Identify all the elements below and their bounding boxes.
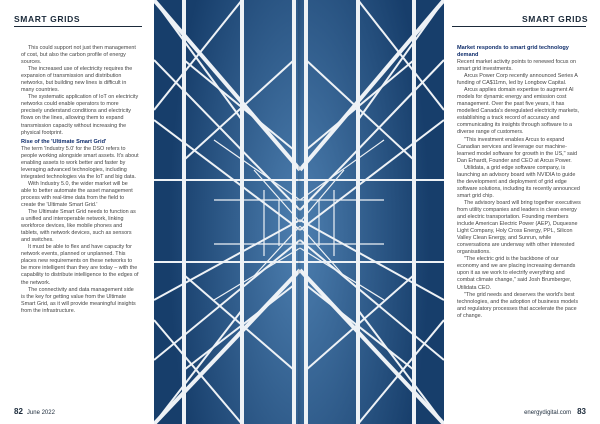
pylon-lattice-image: [154, 0, 300, 424]
pylon-lattice-image: [300, 0, 444, 424]
paragraph: It must be able to flex and have capacity for network events, planned or unplanned. This places new requirements on these networks to be more intelligent than they are today – with the capability to distribute intelligence to the edges of the network.: [21, 244, 139, 286]
header-rule: [452, 26, 586, 27]
paragraph: The connectivity and data management side is the key for getting value from the Ultimate Smart Grid, as it will provide meaningful insights from the infrastructure.: [21, 286, 136, 314]
paragraph: With Industry 5.0, the wider market will be able to better automate the asset management process with real-time data from the field to create the 'Ultimate Smart Grid.': [21, 180, 133, 208]
paragraph: Arcus applies domain expertise to augment AI models for dynamic energy and emission cost management. Over the past five years, it has modelled Canada's deregulated electricity markets, establishing a track record of accuracy and communicating its insights through software to a diverse range of customers.: [457, 87, 580, 136]
paragraph: Recent market activity points to renewed focus on smart grid investments.: [457, 59, 576, 73]
paragraph: Arcus Power Corp recently announced Series A funding of CA$11mn, led by Longbow Capital.: [457, 73, 578, 87]
paragraph: The systematic application of IoT on electricity networks could enable operators to more precisely understand conditions and electricity flows on the lines, allowing them to expand transmission capacity without increasing the physical footprint.: [21, 94, 139, 136]
page-number: 83: [577, 407, 586, 416]
pylon-photo-left: [154, 0, 300, 424]
section-title: SMART GRIDS: [522, 14, 589, 24]
subheading: Market responds to smart grid technology demand: [457, 45, 569, 58]
issue-date: June 2022: [26, 410, 55, 416]
section-title: SMART GRIDS: [14, 14, 81, 24]
pylon-photo-right: [300, 0, 444, 424]
right-column: [457, 45, 581, 320]
website-url: energydigital.com: [524, 410, 572, 416]
page-number: 82: [14, 407, 23, 416]
spine-gutter: [298, 0, 302, 424]
paragraph: "The electric grid is the backbone of our economy and we are placing increasing demands upon it as we work to electrify everything and combat climate change," said Josh Brumberger, Utilidata CEO.: [457, 256, 576, 291]
right-page: [300, 0, 600, 424]
left-column: [21, 45, 139, 315]
paragraph: The term 'Industry 5.0' for the DSO refers to people working alongside smart assets. It's about enabling assets to work better and faster by leveraging advanced technologies, including integrated technologies via the IoT and big data.: [21, 145, 139, 180]
paragraph: The advisory board will bring together executives from utility companies and leaders in clean energy and electric transportation. Founding members include American Electric Power (AEP), Duquesne Light Company, Holy Cross Energy, PPL, Silicon Valley Clean Energy, and Sunrun, while conversations are underway with other interested organisations.: [457, 199, 581, 256]
paragraph: The Ultimate Smart Grid needs to function as a unified and interoperable network, linking workforce devices, like mobile phones and tablets, with network devices, such as sensors and switches.: [21, 209, 136, 244]
page-folio: [14, 407, 55, 416]
paragraph: Utilidata, a grid edge software company, is launching an advisory board with NVIDIA to guide the development and deployment of grid edge software solutions, including its recently announced smart grid chip.: [457, 164, 580, 199]
page-folio: [524, 407, 586, 416]
paragraph: The increased use of electricity requires the expansion of transmission and distribution networks, but building new lines is difficult in many countries.: [21, 66, 133, 94]
header-rule: [14, 26, 142, 27]
paragraph: This could support not just then management of cost, but also the carbon profile of energy sources.: [21, 45, 136, 66]
subheading: Rise of the 'Ultimate Smart Grid': [21, 138, 107, 145]
paragraph: "The grid needs and deserves the world's best technologies, and the adoption of business models and regulatory processes that accelerate the pace of change.: [457, 291, 579, 319]
paragraph: "This investment enables Arcus to expand Canadian services and leverage our machine-learned model software for growth in the US," said Dan Erhardt, Founder and CEO at Arcus Power.: [457, 136, 577, 164]
